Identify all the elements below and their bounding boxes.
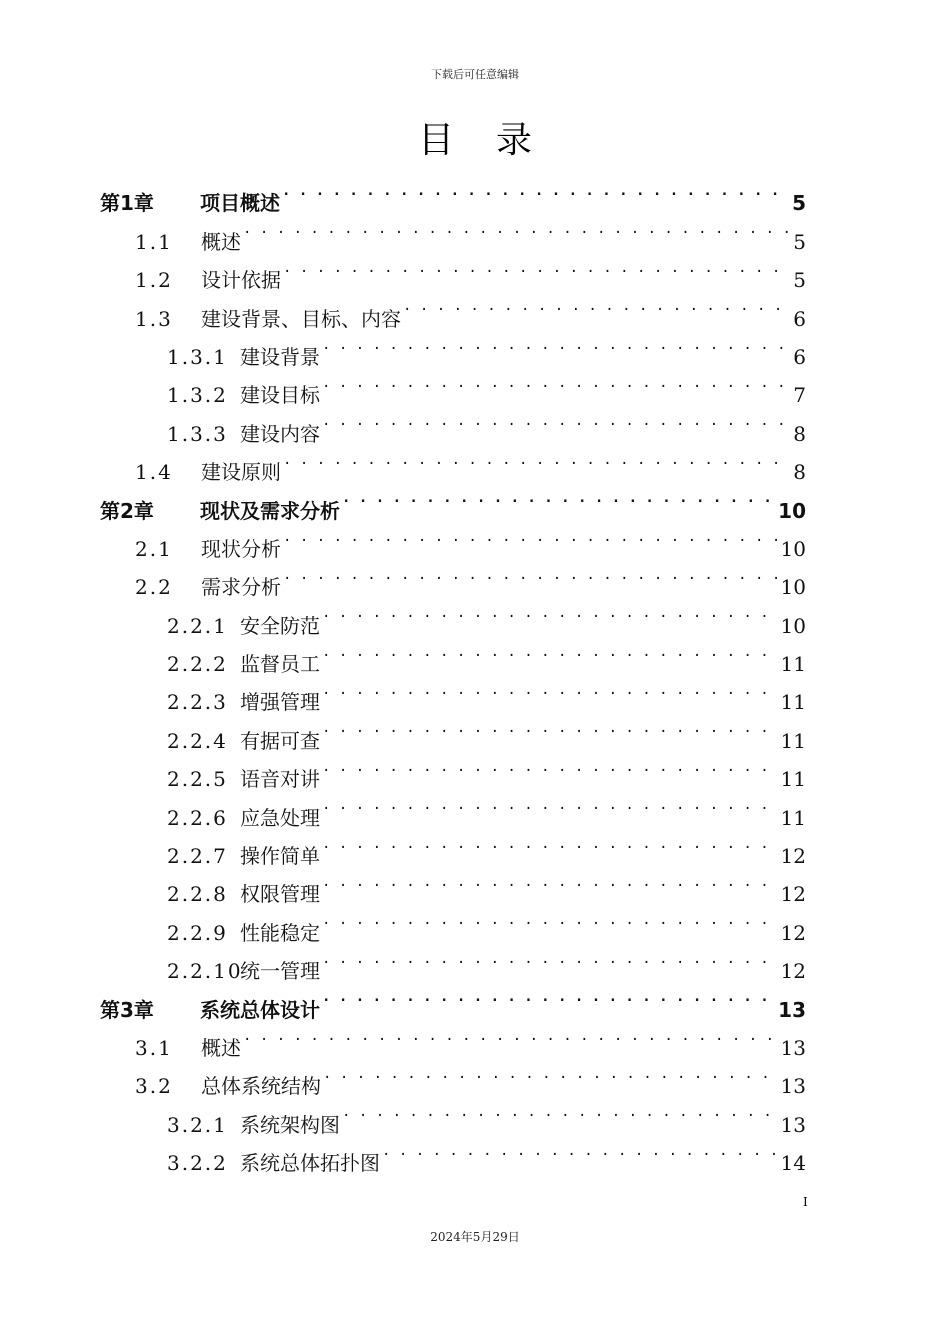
toc-entry-number: 1.3 [135, 306, 173, 331]
toc-entry-page: 7 [793, 383, 806, 408]
toc-entry-page: 13 [780, 1112, 806, 1137]
toc-entry-number: 2.2.3 [167, 690, 228, 715]
toc-entry-page: 8 [793, 460, 806, 485]
toc-entry-title: 权限管理 [240, 882, 320, 907]
toc-entry-page: 6 [793, 306, 806, 331]
toc-dot-leader [282, 172, 790, 210]
table-of-contents [100, 172, 806, 1176]
toc-entry-number: 2.2.4 [167, 728, 228, 753]
toc-entry-page: 11 [780, 690, 806, 715]
toc-entry-number: 1.3.1 [167, 344, 228, 369]
toc-dot-leader [243, 1017, 779, 1055]
toc-entry-page: 13 [780, 1035, 806, 1060]
toc-dot-leader [322, 748, 779, 786]
toc-entry-title: 建设背景 [240, 344, 320, 369]
toc-dot-leader [323, 1055, 779, 1093]
toc-entry-number: 2.2.9 [167, 920, 228, 945]
toc-entry-number: 1.2 [135, 268, 173, 293]
toc-entry-page: 5 [792, 191, 806, 216]
toc-dot-leader [403, 287, 791, 325]
toc-entry-title: 总体系统结构 [201, 1074, 321, 1099]
toc-entry-number: 2.2.10 [167, 959, 243, 984]
toc-dot-leader [322, 594, 779, 632]
toc-entry-page: 11 [780, 652, 806, 677]
toc-entry-number: 1.4 [135, 460, 173, 485]
toc-entry-title: 性能稳定 [240, 920, 320, 945]
toc-entry-page: 11 [780, 805, 806, 830]
toc-entry-page: 10 [780, 536, 806, 561]
toc-dot-leader [342, 1093, 779, 1131]
toc-entry-title: 统一管理 [240, 959, 320, 984]
toc-entry-page: 5 [793, 268, 806, 293]
toc-entry-title: 建设原则 [201, 460, 281, 485]
toc-entry-number: 2.2.7 [167, 844, 228, 869]
toc-entry-page: 12 [780, 882, 806, 907]
toc-entry-number: 1.1 [135, 229, 173, 254]
toc-entry-page: 10 [780, 613, 806, 638]
toc-dot-leader [382, 1132, 779, 1170]
toc-entry-number: 2.2.1 [167, 613, 228, 638]
toc-entry-title: 系统架构图 [240, 1112, 340, 1137]
toc-dot-leader [283, 249, 791, 287]
toc-entry-page: 5 [793, 229, 806, 254]
toc-entry-title: 建设目标 [240, 383, 320, 408]
toc-entry-page: 6 [793, 344, 806, 369]
toc-entry-number: 2.2.6 [167, 805, 228, 830]
toc-entry-page: 10 [778, 498, 806, 523]
toc-entry-page: 12 [780, 844, 806, 869]
toc-entry-number: 2.2.5 [167, 767, 228, 792]
toc-entry-page: 13 [778, 997, 806, 1022]
toc-entry-title: 现状分析 [201, 536, 281, 561]
toc-entry-title: 设计依据 [201, 268, 281, 293]
toc-entry-page: 12 [780, 920, 806, 945]
toc-entry-number: 1.3.3 [167, 421, 228, 446]
toc-entry-title: 系统总体拓扑图 [240, 1151, 380, 1176]
toc-dot-leader [243, 210, 791, 248]
toc-dot-leader [342, 479, 776, 517]
toc-dot-leader [322, 671, 779, 709]
toc-entry-page: 10 [780, 575, 806, 600]
toc-entry-title: 监督员工 [240, 652, 320, 677]
toc-entry-page: 8 [793, 421, 806, 446]
toc-entry-number: 2.1 [135, 536, 173, 561]
toc-entry-page: 11 [780, 728, 806, 753]
toc-entry-number: 第2章 [100, 498, 154, 523]
toc-entry-title: 概述 [201, 229, 241, 254]
toc-entry-number: 3.2.2 [167, 1151, 228, 1176]
toc-entry-title: 建设内容 [240, 421, 320, 446]
toc-entry-title: 语音对讲 [240, 767, 320, 792]
toc-dot-leader [322, 326, 791, 364]
toc-dot-leader [322, 978, 776, 1016]
toc-entry-number: 3.1 [135, 1035, 173, 1060]
toc-dot-leader [283, 518, 779, 556]
toc-title: 目录 [417, 120, 574, 161]
toc-entry-number: 3.2 [135, 1074, 173, 1099]
toc-entry-number: 1.3.2 [167, 383, 228, 408]
toc-dot-leader [322, 364, 791, 402]
toc-entry-number: 第3章 [100, 997, 154, 1022]
toc-entry-title: 增强管理 [240, 690, 320, 715]
toc-dot-leader [322, 402, 791, 440]
toc-entry-title: 建设背景、目标、内容 [201, 306, 401, 331]
toc-entry-number: 2.2.2 [167, 652, 228, 677]
toc-entry-title: 概述 [201, 1035, 241, 1060]
toc-entry-page: 12 [780, 959, 806, 984]
toc-dot-leader [322, 825, 779, 863]
toc-dot-leader [322, 786, 779, 824]
toc-entry-page: 14 [780, 1151, 806, 1176]
footer-date: 2024年5月29日 [430, 1230, 520, 1244]
toc-dot-leader [322, 633, 779, 671]
toc-entry-number: 3.2.1 [167, 1112, 228, 1137]
toc-entry-page: 13 [780, 1074, 806, 1099]
toc-entry-title: 应急处理 [240, 805, 320, 830]
toc-dot-leader [322, 709, 779, 747]
toc-entry-page: 11 [780, 767, 806, 792]
toc-entry-number: 2.2.8 [167, 882, 228, 907]
toc-dot-leader [322, 940, 779, 978]
toc-entry-number: 2.2 [135, 575, 173, 600]
toc-entry-title: 有据可查 [240, 728, 320, 753]
toc-entry-number: 第1章 [100, 191, 154, 216]
toc-entry[interactable] [100, 172, 806, 216]
header-note: 下载后可任意编辑 [431, 68, 519, 81]
toc-entry-title: 项目概述 [200, 191, 280, 216]
toc-dot-leader [283, 556, 779, 594]
toc-entry-title: 系统总体设计 [200, 997, 320, 1022]
toc-entry-title: 需求分析 [201, 575, 281, 600]
toc-entry-title: 现状及需求分析 [200, 498, 340, 523]
page-marker: I [803, 1195, 808, 1209]
toc-dot-leader [322, 863, 779, 901]
toc-entry-title: 安全防范 [240, 613, 320, 638]
toc-entry-title: 操作简单 [240, 844, 320, 869]
toc-dot-leader [322, 901, 779, 939]
toc-dot-leader [283, 441, 791, 479]
